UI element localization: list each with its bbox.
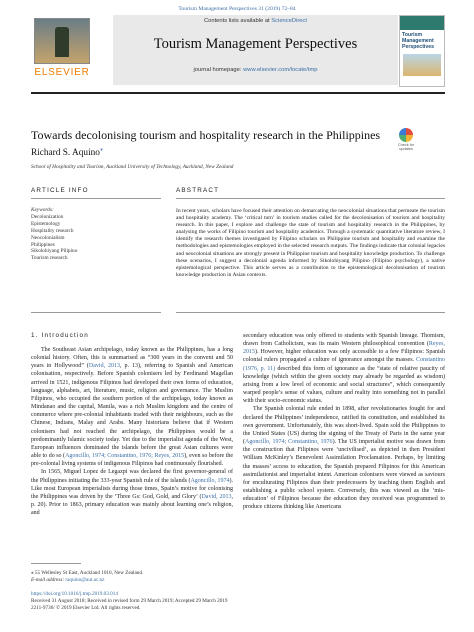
author-affiliation: School of Hospitality and Tourism, Auckland University of Technology, Auckland, New Zealand [31, 164, 234, 170]
article-info-rule [31, 198, 161, 199]
paragraph-text: In 1565, Miguel Lopez de Legazpi was declared the first governor-general of the Philippines initiating the 333-year Spanish rule of the islands ( [31, 469, 233, 484]
journal-homepage-link[interactable]: www.elsevier.com/locate/tmp [243, 67, 318, 73]
keywords-block [31, 207, 151, 262]
contents-prefix: Contents lists available at [203, 18, 272, 24]
publisher-name: ELSEVIER [34, 67, 90, 78]
keyword-item: Decolonization [31, 213, 64, 220]
keyword-item: Philippines [31, 241, 55, 248]
footnote-address: 55 Wellesley St East, Auckland 1010, New Zealand. [34, 570, 144, 576]
intro-paragraph-2 [31, 468, 233, 517]
email-label: E-mail address: [31, 576, 65, 583]
author-email-link[interactable]: raquino@aut.ac.nz [65, 576, 105, 583]
intro-paragraph-3 [243, 332, 445, 405]
header-rule [31, 92, 445, 94]
article-title: Towards decolonising tourism and hospitality research in the Philippines [31, 128, 381, 142]
homepage-prefix: journal homepage: [193, 67, 244, 73]
paragraph-text: The Spanish colonial rule ended in 1898, after revolutionaries fought for and declared the Philippines’ independence, ratified its constitution, and established its own government. Unfortunately, this was short-lived. Spain sold the Philippines to the United States (US) during the signing of the Treaty of Paris in the same year ( [243, 406, 445, 446]
abstract-end-rule [176, 312, 445, 313]
crossmark-icon [399, 128, 413, 142]
footnote-rule [31, 563, 81, 564]
left-column [31, 346, 233, 517]
contents-line [113, 18, 398, 24]
keyword-item: Sikolohiyang Pilipino [31, 248, 78, 255]
crossmark-label: Check for updates [397, 143, 415, 151]
footnote-mark: ⁎ [31, 570, 34, 576]
journal-masthead [31, 15, 445, 88]
cover-picture [403, 54, 441, 76]
author-footnote-mark[interactable]: ⁎ [99, 147, 103, 153]
author-line [31, 146, 103, 158]
keyword-item: Tourism research [31, 255, 68, 262]
abstract-heading: ABSTRACT [176, 187, 220, 194]
elsevier-tree-icon [34, 18, 90, 64]
author-name: Richard S. Aquino [31, 148, 100, 159]
paragraph-text: ). The US imperialist motive was drawn from the construction that Filipinos were ‘uncivilised’, as depicted in then President William McKinley’s Benevolent Assimilation Proclamation. Perhaps, by limiting the masses’ access to education, the Spanish prepared Filipinos for this American assimilationist and imperialist intent. American colonisers were viewed as saviours for enculturating Filipinos than their predecessors by teaching them English and establishing a public school system. Conversely, this was viewed as the ‘mis-education’ of Filipinos because the education they received was programmed to produce citizens thinking like Americans [243, 439, 446, 511]
paragraph-text: ), even so before the pre-colonial living systems of indigenous Filipinos had continuously flourished. [31, 453, 234, 468]
keywords-label: Keywords: [31, 207, 54, 213]
keyword-item: Neocolonialism [31, 234, 65, 241]
sciencedirect-link[interactable]: ScienceDirect [271, 18, 308, 24]
introduction-heading: 1. Introduction [31, 332, 89, 339]
doi-link[interactable]: https://doi.org/10.1016/j.tmp.2019.03.014 [31, 591, 118, 597]
elsevier-logo [31, 18, 93, 80]
citation-link[interactable]: Reyes, 2015 [243, 341, 445, 356]
author-footnote [31, 570, 231, 583]
paragraph-text: , p. 13), referring to Spanish and American colonisation, respectively. Before Spanish colonisers led by Ferdinand Magellan arrived in 1521, indigenous Filipinos had developed their own forms of education, language, alphabets, art, literature, music, religion and governance. The Muslim Filipinos, who occupied the southern portion of the archipelago, today known as Mindanao and the capital, Manila, was a rich Muslim kingdom and the centre of commerce where pre-colonial inhabitants traded with their neighbours, such as the Chinese, Indians, Malay and Arabs. Many historians believe that if Western colonisers had not reached the archipelago, the Philippines would be a predominantly Islamic society today. Yet due to the imperialist agenda of the West, European influences dominated the islands before the great Asian cultures were able to do so ( [31, 363, 233, 460]
citation-link[interactable]: Constantino (1976, p. 11) [243, 357, 445, 372]
abstract-rule [176, 198, 445, 199]
paragraph-text: described this form of ignorance as the “state of relative paucity of knowledge (which within the given society may already be regarded as wisdom) arising from a low level of economic and social structures”, which consequently warped people’s sense of values, culture and reality into something not in parallel with their socio-economic status. [243, 365, 445, 405]
info-end-rule [31, 312, 161, 313]
abstract-text: In recent years, scholars have focused their attention on demarcating the neocolonial situations that permeate the tourism and hospitality academy. The ‘critical turn’ in tourism studies called for the decolonisation of tourism and hospitality research. In this paper, I explore and challenge the state of tourism and hospitality research in the Philippines, by analysing the works of Filipino tourism and hospitality academics. Through a systematic quantitative literature review, I identify the research themes investigated by Filipino scholars on Philippine tourism and hospitality and examine the methodologies and epistemologies employed in the selected research outputs. The findings indicate that colonial legacies and neocolonial situations are strongly present in Philippine tourism and hospitality knowledge production. To challenge these scenarios, I suggest a decolonial agenda informed by Sikolohiyang Pilipino (Filipino psychology), a native epistemological perspective. This article serves as a contribution to the epistemological decolonisation of tourism knowledge production in Asian contexts. [176, 208, 445, 278]
right-column [243, 332, 445, 511]
article-dates: Received 31 August 2018; Received in revised form 29 March 2019; Accepted 29 March 2019 [31, 598, 228, 604]
cover-title: Tourism Management Perspectives [402, 32, 435, 50]
paragraph-text: ). Like most European imperialists during those times, Spain’s motive for colonising the Philippines was driven by the ‘Three Gs: God, Gold, and Glory’ ( [31, 477, 233, 500]
article-info-heading: ARTICLE INFO [31, 187, 89, 194]
keyword-item: Hospitality research [31, 227, 74, 234]
citation-link[interactable]: Agoncillo, 1974; Constantino, 1976; Reyes, 2015 [65, 453, 185, 460]
citation-link[interactable]: David, 2013 [201, 493, 232, 500]
crossmark-button[interactable] [395, 128, 417, 154]
paragraph-text: ). However, higher education was only accessible to a few Filipinos: Spanish colonial rulers propagated a culture of ignorance amongst the masses. [243, 349, 445, 364]
journal-header-box [113, 15, 398, 85]
citation-link[interactable]: Agoncillo, 1974; Constantino, 1976 [245, 439, 333, 446]
journal-title: Tourism Management Perspectives [153, 36, 358, 52]
journal-reference[interactable]: Tourism Management Perspectives 31 (2019) 72–84 [178, 6, 296, 12]
paragraph-text: The Southeast Asian archipelago, today known as the Philippines, has a long colonial history. Often, this is summarised as “300 years in the convent and 50 years in Hollywood” ( [31, 347, 233, 370]
intro-paragraph-4 [243, 405, 445, 511]
paragraph-text: , p. 20). Prior to 1863, primary education was mainly about learning one’s religion, and [31, 493, 233, 517]
copyright-line: 2211-9736/ © 2019 Elsevier Ltd. All rights reserved. [31, 605, 141, 611]
cover-band [400, 16, 444, 30]
paragraph-text: secondary education was only offered to students with Spanish lineage. Thomism, drawn from Catholicism, was its main Western philosophical convention ( [243, 333, 445, 348]
article-metadata [31, 591, 228, 612]
citation-link[interactable]: Agoncillo, 1974 [190, 477, 230, 484]
journal-cover-image [399, 15, 445, 87]
intro-paragraph-1 [31, 346, 233, 468]
keyword-item: Epistemology [31, 220, 61, 227]
citation-link[interactable]: David, 2013 [88, 363, 121, 370]
homepage-line [113, 67, 398, 73]
